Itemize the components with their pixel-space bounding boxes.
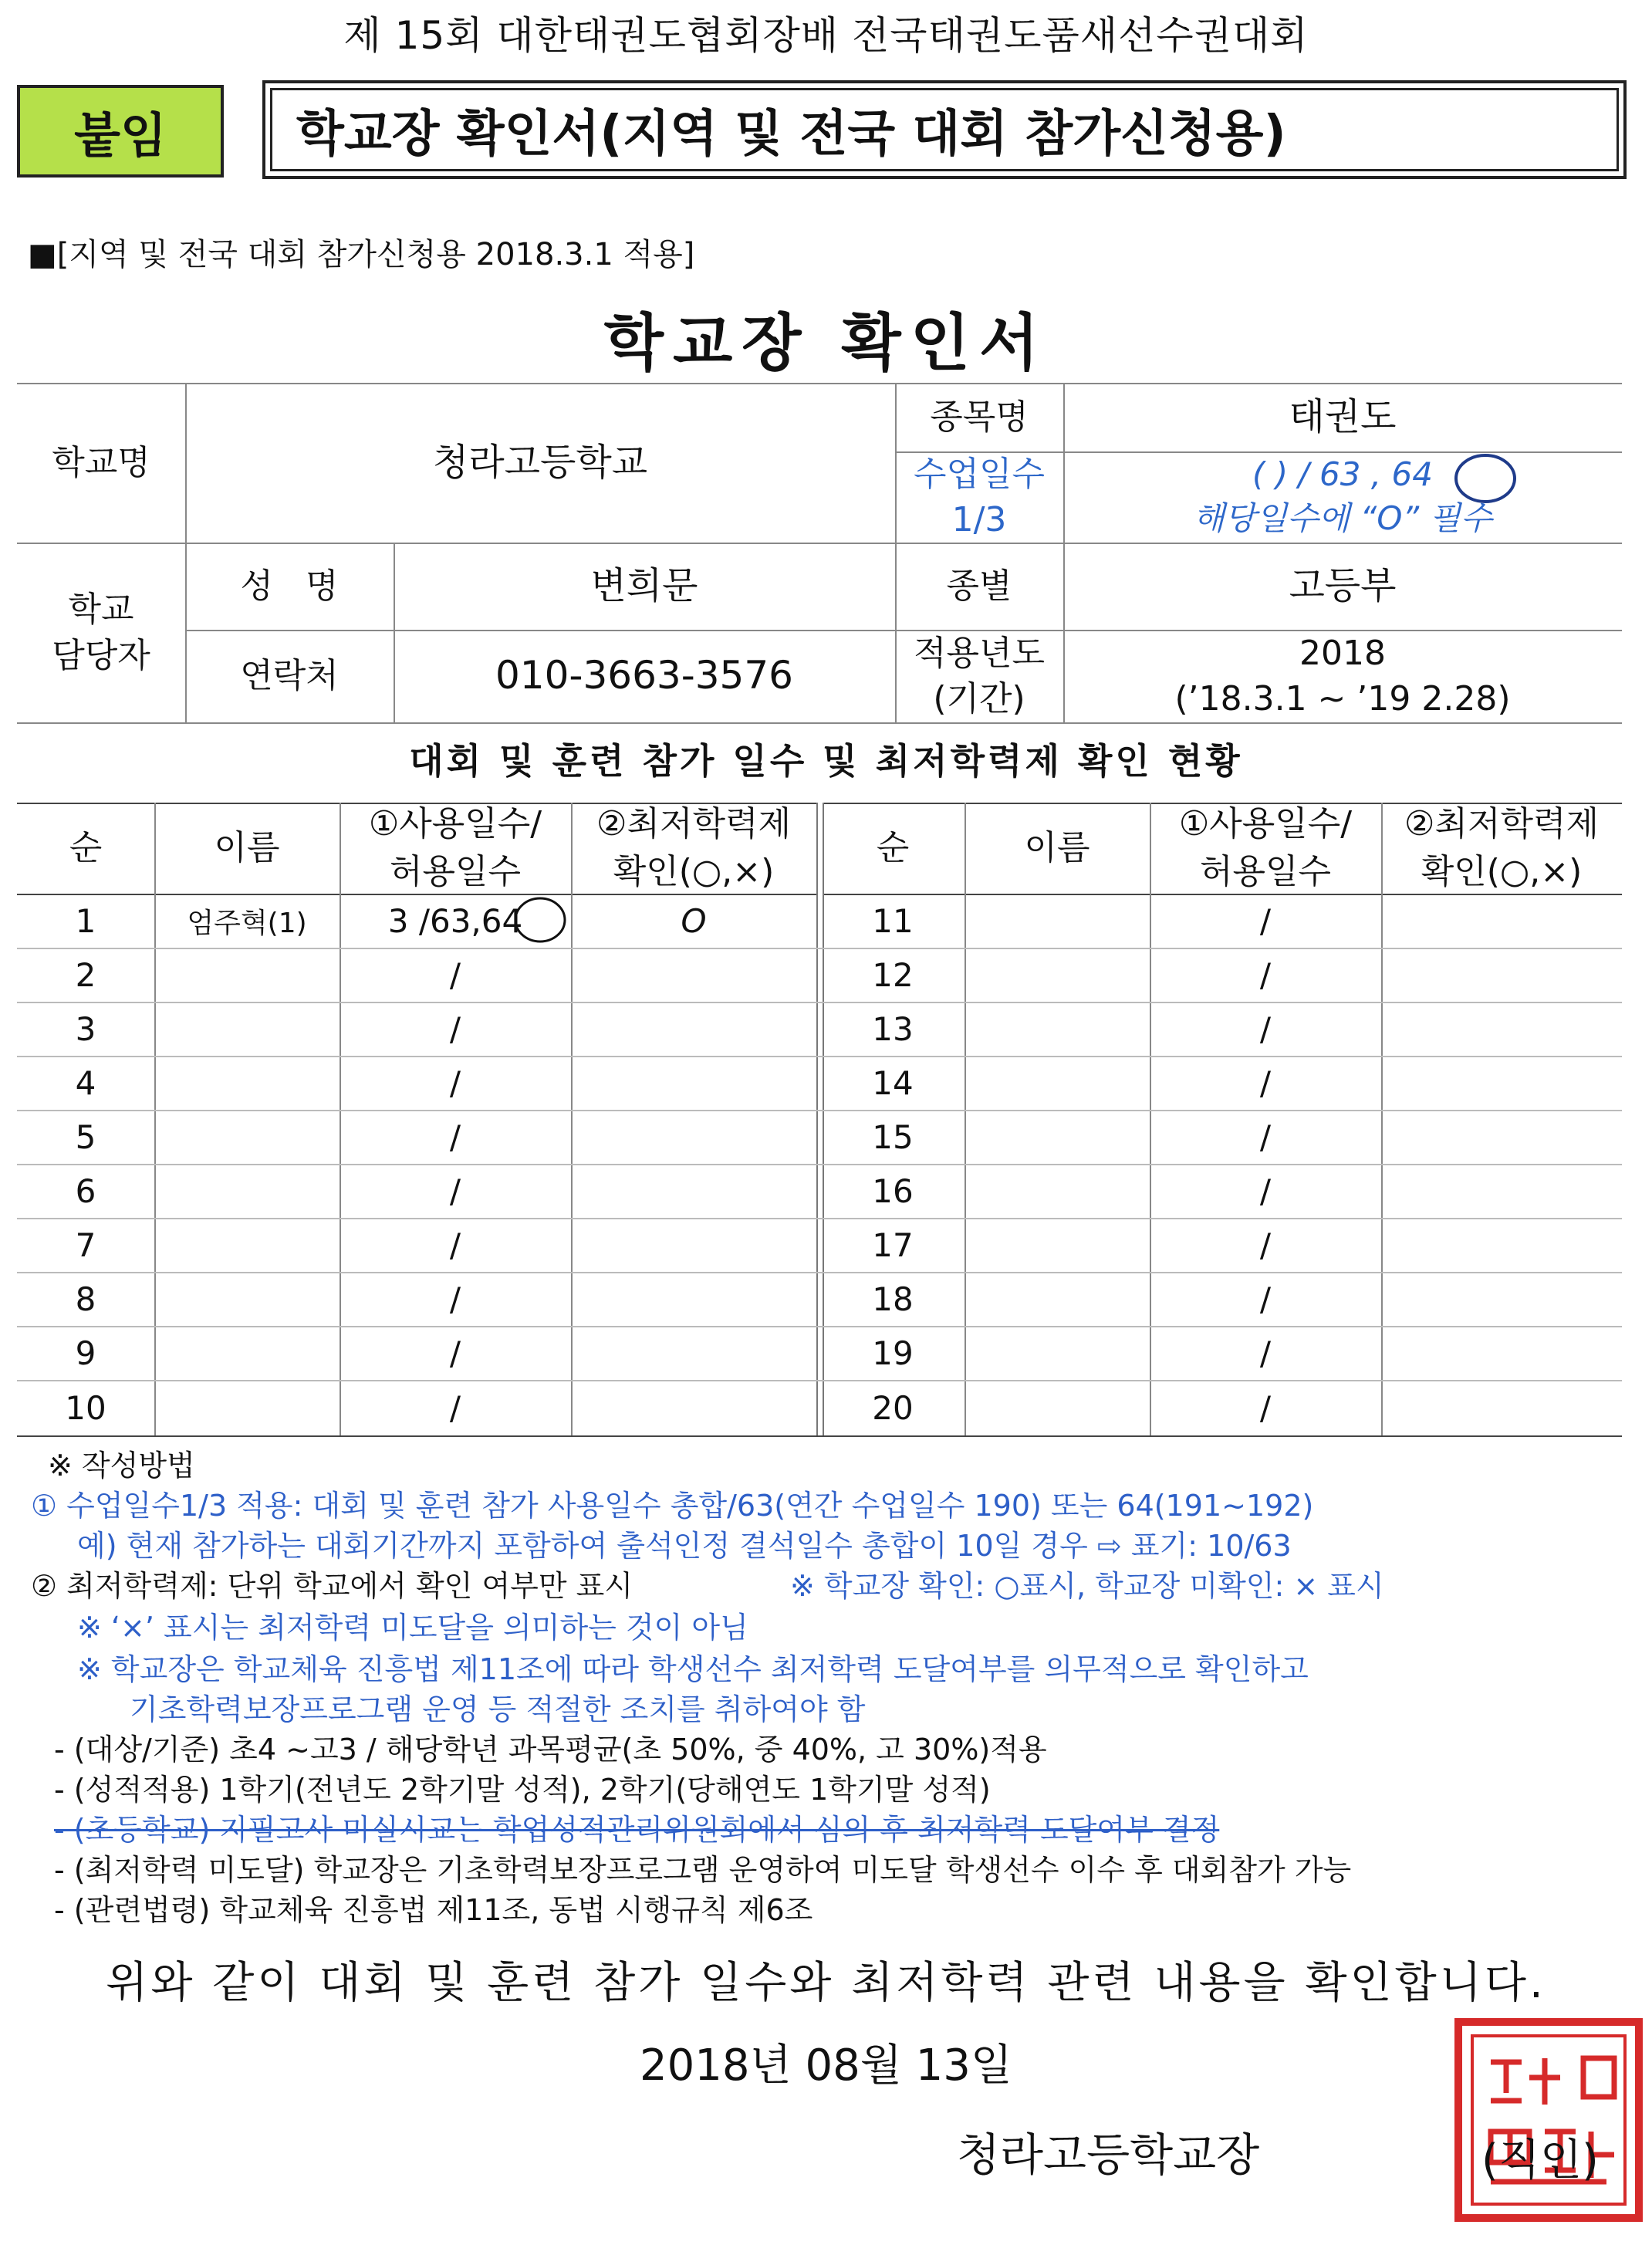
table-row-cell-no: 2 <box>75 955 96 994</box>
table-row-cell-days: / <box>449 1009 461 1048</box>
col-no-right: 순 <box>876 828 910 868</box>
table-row-cell-no: 9 <box>75 1334 96 1372</box>
table-row-cell-no: 12 <box>872 955 914 994</box>
note-3: ※ ‘×’ 표시는 최저학력 미도달을 의미하는 것이 아님 <box>77 1611 748 1645</box>
sport-value: 태권도 <box>1289 395 1397 439</box>
sport-label: 종목명 <box>930 397 1029 437</box>
table-row-cell-no: 15 <box>872 1117 914 1156</box>
table-row-cell-days: / <box>449 955 461 994</box>
division-label: 종별 <box>946 566 1012 606</box>
table-row-cell-no: 19 <box>872 1334 914 1372</box>
col-days-right <box>1150 803 1381 894</box>
table-row-cell-days: / <box>449 1117 461 1156</box>
note-2b: ※ 학교장 확인: ○표시, 학교장 미확인: × 표시 <box>790 1569 1384 1603</box>
page-title: 학교장 확인서 <box>603 307 1049 379</box>
seal-mark-label: (직인) <box>1481 2135 1599 2186</box>
col-check-right-line2: 확인(○,×) <box>1421 852 1583 891</box>
detail-1: - (대상/기준) 초4 ~고3 / 해당학년 과목평균(초 50%, 중 40%, 고 30%)적용 <box>54 1733 1047 1767</box>
table-row-cell-days: / <box>449 1172 461 1210</box>
name-label: 성 명 <box>240 566 339 606</box>
table-row-cell-no: 7 <box>75 1226 96 1264</box>
table-row-cell-no: 10 <box>65 1388 106 1427</box>
table-row-cell-days: / <box>449 1388 461 1427</box>
detail-3-text: - (초등학교) 지필고사 미실시교는 학업성적관리위원회에서 심의 후 최저학력 도달여부 결정 <box>54 1813 1220 1847</box>
notes-heading: ※ 작성방법 <box>48 1449 195 1483</box>
table-row-cell-no: 8 <box>75 1280 96 1318</box>
principal-title: 청라고등학교장 <box>957 2128 1260 2181</box>
table-row-cell-days: / <box>1259 1388 1272 1427</box>
col-name-left: 이름 <box>214 828 280 868</box>
table-row-cell-no: 5 <box>75 1117 96 1156</box>
note-4b: 기초학력보장프로그램 운영 등 적절한 조치를 취하여야 함 <box>130 1692 866 1726</box>
col-no-left: 순 <box>69 828 103 868</box>
note-2a: ② 최저학력제: 단위 학교에서 확인 여부만 표시 <box>31 1569 633 1603</box>
document-heading: 학교장 확인서(지역 및 전국 대회 참가신청용) <box>262 80 1627 179</box>
school-label: 학교명 <box>52 442 150 482</box>
table-row-cell-days: / <box>1259 1009 1272 1048</box>
table-row-cell-days: / <box>1259 1280 1272 1318</box>
table-row-cell-no: 1 <box>75 901 96 940</box>
form-code: ■[지역 및 전국 대회 참가신청용 2018.3.1 적용] <box>28 237 695 272</box>
detail-4: - (최저학력 미도달) 학교장은 기초학력보장프로그램 운영하여 미도달 학생선수 이수 후 대회참가 가능 <box>54 1853 1352 1887</box>
year-value-line1: 2018 <box>1299 633 1386 673</box>
class-days-fraction: ( ) / 63 , 64 <box>1252 455 1433 494</box>
table-row-cell-no: 4 <box>75 1063 96 1102</box>
table-row-cell-no: 18 <box>872 1280 914 1318</box>
staff-label-line1: 학교 <box>68 590 134 630</box>
table-row-cell-no: 3 <box>75 1009 96 1048</box>
table-row-cell-days: / <box>1259 1334 1272 1372</box>
table-row-cell-days: / <box>1259 1172 1272 1210</box>
table-row-cell-days: / <box>449 1280 461 1318</box>
contact-label: 연락처 <box>240 656 339 696</box>
table-row-cell-no: 11 <box>872 901 914 940</box>
table-row-cell-days: / <box>1259 955 1272 994</box>
staff-label <box>17 543 185 722</box>
contact-value: 010-3663-3576 <box>495 653 793 698</box>
col-days-right-line1: ①사용일수/ <box>1178 804 1353 844</box>
table-row-cell-no: 16 <box>872 1172 914 1210</box>
col-check-right <box>1381 803 1622 894</box>
table-row-cell-days: / <box>1259 1226 1272 1264</box>
col-check-left-line2: 확인(○,×) <box>613 852 775 891</box>
year-label <box>895 630 1063 722</box>
class-days-label <box>895 451 1063 543</box>
col-days-left <box>340 803 571 894</box>
col-check-left-line1: ②최저학력제 <box>596 804 791 844</box>
detail-2: - (성적적용) 1학기(전년도 2학기말 성적), 2학기(당해연도 1학기말 성적) <box>54 1773 991 1807</box>
class-days-value <box>1063 451 1622 543</box>
table-row-cell-days: / <box>449 1334 461 1372</box>
table-row-cell-days: / <box>449 1226 461 1264</box>
roster-title: 대회 및 훈련 참가 일수 및 최저학력제 확인 현황 <box>409 740 1243 782</box>
table-row-cell-no: 13 <box>872 1009 914 1048</box>
detail-5: - (관련법령) 학교체육 진흥법 제11조, 동법 시행규칙 제6조 <box>54 1893 813 1927</box>
col-days-left-line2: 허용일수 <box>389 852 521 891</box>
table-row-cell-name: 엄주혁(1) <box>187 907 307 939</box>
table-row-cell-check: O <box>681 901 707 940</box>
school-value: 청라고등학교 <box>432 441 648 485</box>
year-value-line2: (’18.3.1 ~ ’19 2.28) <box>1174 679 1511 718</box>
issue-date: 2018년 08월 13일 <box>640 2040 1012 2091</box>
official-seal-icon <box>1452 2016 1645 2224</box>
division-value: 고등부 <box>1289 564 1397 608</box>
col-check-right-line1: ②최저학력제 <box>1404 804 1599 844</box>
name-value: 변희문 <box>590 564 698 608</box>
staff-label-line2: 담당자 <box>52 635 150 675</box>
table-row-cell-days: 3 /63,64 <box>387 901 523 940</box>
table-row-cell-days: / <box>449 1063 461 1102</box>
confirmation-statement: 위와 같이 대회 및 훈련 참가 일수와 최저학력 관련 내용을 확인합니다. <box>106 1958 1546 2008</box>
event-title: 제 15회 대한태권도협회장배 전국태권도품새선수권대회 <box>343 13 1309 58</box>
class-days-label-line2: 1/3 <box>951 500 1007 539</box>
table-row-cell-no: 20 <box>872 1388 914 1427</box>
table-row-cell-no: 17 <box>872 1226 914 1264</box>
table-row-cell-days: / <box>1259 1117 1272 1156</box>
attachment-badge: 붙임 <box>17 85 224 178</box>
year-value <box>1063 630 1622 722</box>
col-days-left-line1: ①사용일수/ <box>368 804 542 844</box>
note-4a: ※ 학교장은 학교체육 진흥법 제11조에 따라 학생선수 최저학력 도달여부를 의무적으로 확인하고 <box>77 1652 1309 1686</box>
year-label-line1: 적용년도 <box>913 633 1045 673</box>
table-row-cell-days: / <box>1259 1063 1272 1102</box>
note-1b: 예) 현재 참가하는 대회기간까지 포함하여 출석인정 결석일수 총합이 10일 경우 ⇨ 표기: 10/63 <box>77 1529 1292 1563</box>
col-check-left <box>571 803 816 894</box>
circled-64-mark <box>1451 451 1520 505</box>
table-row-cell-days: / <box>1259 901 1272 940</box>
year-label-line2: (기간) <box>933 679 1025 718</box>
note-1a: ① 수업일수1/3 적용: 대회 및 훈련 참가 사용일수 총합/63(연간 수업일수 190) 또는 64(191~192) <box>31 1489 1314 1523</box>
detail-3 <box>54 1806 1219 1848</box>
class-days-label-line1: 수업일수 <box>913 454 1045 494</box>
col-days-right-line2: 허용일수 <box>1199 852 1331 891</box>
class-days-note: 해당일수에 “O” 필수 <box>1193 499 1492 537</box>
col-name-right: 이름 <box>1024 828 1090 868</box>
circled-64-row-mark <box>512 895 568 945</box>
table-row-cell-no: 6 <box>75 1172 96 1210</box>
table-row-cell-no: 14 <box>872 1063 914 1102</box>
